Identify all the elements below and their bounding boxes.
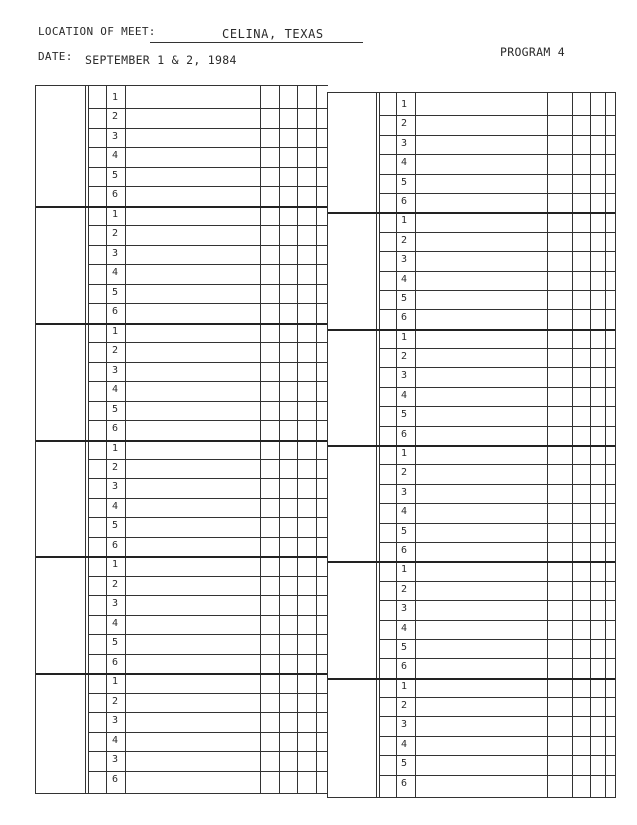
lane-divider	[88, 751, 328, 752]
lane-divider	[379, 251, 615, 252]
heat-divider	[328, 445, 615, 447]
lane-number: 2	[400, 118, 408, 129]
lane-number: 2	[111, 111, 119, 122]
lane-divider	[379, 426, 615, 427]
lane-divider	[88, 186, 328, 187]
heat-divider	[328, 678, 615, 680]
lane-divider	[88, 459, 328, 460]
heat-divider	[36, 206, 328, 208]
lane-divider	[88, 478, 328, 479]
lane-number: 5	[111, 520, 119, 531]
heat-divider	[328, 329, 615, 331]
lane-divider	[379, 775, 615, 776]
heat-divider	[36, 323, 328, 325]
lane-divider	[88, 537, 328, 538]
lane-divider	[88, 732, 328, 733]
lane-number: 1	[111, 91, 119, 103]
lane-number: 6	[400, 312, 408, 323]
lane-divider	[88, 167, 328, 168]
lane-number: 2	[111, 695, 119, 707]
lane-number: 4	[400, 157, 408, 168]
lane-divider	[88, 517, 328, 518]
lane-divider	[88, 225, 328, 226]
lane-divider	[88, 771, 328, 772]
lane-divider	[88, 712, 328, 713]
lane-divider	[88, 401, 328, 402]
lane-divider	[379, 620, 615, 621]
lane-divider	[379, 193, 615, 194]
lane-divider	[88, 420, 328, 421]
lane-divider	[379, 309, 615, 310]
lane-divider	[379, 290, 615, 291]
lane-divider	[88, 498, 328, 499]
lane-number: 6	[111, 773, 119, 785]
heat-divider	[36, 673, 328, 675]
heat-divider	[36, 556, 328, 558]
lane-number: 1	[400, 564, 408, 575]
lane-number: 4	[111, 384, 119, 395]
lane-number: 1	[400, 680, 408, 692]
lane-divider	[379, 406, 615, 407]
lane-number: 3	[400, 719, 408, 730]
lane-divider	[379, 523, 615, 524]
lane-divider	[379, 716, 615, 717]
lane-divider	[88, 264, 328, 265]
lane-number: 6	[400, 777, 408, 789]
lane-number: 3	[111, 364, 119, 376]
lane-number: 5	[111, 403, 119, 415]
lane-number: 5	[111, 637, 119, 648]
lane-number: 3	[111, 481, 119, 492]
lane-number: 5	[400, 292, 408, 304]
lane-divider	[379, 736, 615, 737]
lane-number: 2	[111, 461, 119, 473]
lane-divider	[88, 108, 328, 109]
lane-number: 3	[111, 598, 119, 609]
lane-divider	[88, 693, 328, 694]
lane-number: 1	[111, 442, 119, 454]
lane-number: 4	[111, 734, 119, 746]
lane-number: 6	[111, 189, 119, 200]
lane-divider	[379, 387, 615, 388]
lane-divider	[88, 595, 328, 596]
heat-divider	[328, 561, 615, 563]
lane-number: 6	[400, 661, 408, 672]
lane-number: 4	[400, 622, 408, 634]
lane-number: 6	[400, 195, 408, 207]
lane-number: 4	[400, 273, 408, 285]
lane-divider	[379, 484, 615, 485]
lane-number: 3	[111, 247, 119, 259]
lane-divider	[379, 154, 615, 155]
lane-number: 1	[111, 559, 119, 570]
lane-divider	[379, 464, 615, 465]
lane-number: 2	[400, 234, 408, 246]
lane-number: 5	[111, 169, 119, 181]
lane-divider	[88, 381, 328, 382]
program-label: PROGRAM 4	[500, 45, 566, 59]
lane-divider	[379, 174, 615, 175]
location-label: LOCATION OF MEET:	[38, 25, 156, 38]
lane-number: 4	[400, 506, 408, 517]
lane-number: 4	[111, 267, 119, 278]
lane-number: 4	[400, 738, 408, 750]
lane-divider	[379, 658, 615, 659]
lane-number: 5	[111, 286, 119, 298]
heat-sheet-right	[327, 92, 616, 798]
location-value: CELINA, TEXAS	[222, 27, 324, 41]
lane-divider	[88, 128, 328, 129]
lane-number: 2	[400, 583, 408, 595]
lane-divider	[88, 147, 328, 148]
lane-divider	[379, 639, 615, 640]
lane-divider	[379, 697, 615, 698]
lane-divider	[379, 503, 615, 504]
lane-number: 3	[111, 754, 119, 765]
lane-number: 3	[111, 130, 119, 142]
lane-divider	[379, 232, 615, 233]
lane-divider	[88, 245, 328, 246]
lane-number: 3	[111, 715, 119, 726]
lane-number: 1	[400, 98, 408, 110]
lane-number: 4	[111, 500, 119, 512]
lane-number: 5	[400, 176, 408, 188]
lane-number: 6	[111, 306, 119, 317]
heat-divider	[36, 440, 328, 442]
location-underline	[150, 42, 363, 43]
lane-number: 1	[111, 208, 119, 220]
lane-divider	[379, 542, 615, 543]
lane-number: 3	[400, 603, 408, 614]
lane-number: 6	[400, 428, 408, 440]
lane-number: 6	[400, 544, 408, 556]
lane-divider	[88, 576, 328, 577]
lane-number: 1	[111, 676, 119, 687]
lane-number: 2	[111, 228, 119, 239]
lane-divider	[379, 271, 615, 272]
lane-number: 3	[400, 370, 408, 381]
lane-number: 1	[400, 447, 408, 459]
lane-number: 1	[111, 325, 119, 337]
lane-divider	[379, 135, 615, 136]
lane-number: 2	[400, 467, 408, 478]
lane-number: 1	[400, 331, 408, 343]
lane-number: 4	[111, 150, 119, 161]
lane-divider	[88, 654, 328, 655]
lane-divider	[379, 581, 615, 582]
lane-divider	[88, 303, 328, 304]
lane-number: 6	[111, 423, 119, 434]
lane-divider	[88, 615, 328, 616]
lane-number: 4	[400, 389, 408, 401]
lane-divider	[88, 342, 328, 343]
lane-number: 3	[400, 137, 408, 149]
lane-number: 2	[400, 350, 408, 362]
lane-number: 2	[111, 345, 119, 356]
lane-number: 3	[400, 486, 408, 498]
lane-number: 3	[400, 254, 408, 265]
lane-number: 5	[400, 409, 408, 420]
lane-number: 6	[111, 539, 119, 551]
date-label: DATE:	[38, 50, 73, 63]
lane-divider	[379, 115, 615, 116]
lane-number: 5	[400, 641, 408, 653]
date-value: SEPTEMBER 1 & 2, 1984	[85, 53, 237, 67]
lane-number: 6	[111, 656, 119, 668]
heat-divider	[328, 212, 615, 214]
lane-number: 4	[111, 617, 119, 629]
lane-divider	[379, 755, 615, 756]
lane-number: 2	[111, 578, 119, 590]
lane-divider	[379, 348, 615, 349]
lane-divider	[88, 634, 328, 635]
lane-divider	[88, 362, 328, 363]
heat-sheet-left	[35, 85, 328, 794]
lane-divider	[379, 367, 615, 368]
lane-divider	[379, 600, 615, 601]
lane-number: 2	[400, 699, 408, 711]
lane-number: 5	[400, 525, 408, 537]
lane-number: 1	[400, 215, 408, 226]
lane-number: 5	[400, 758, 408, 769]
lane-divider	[88, 284, 328, 285]
